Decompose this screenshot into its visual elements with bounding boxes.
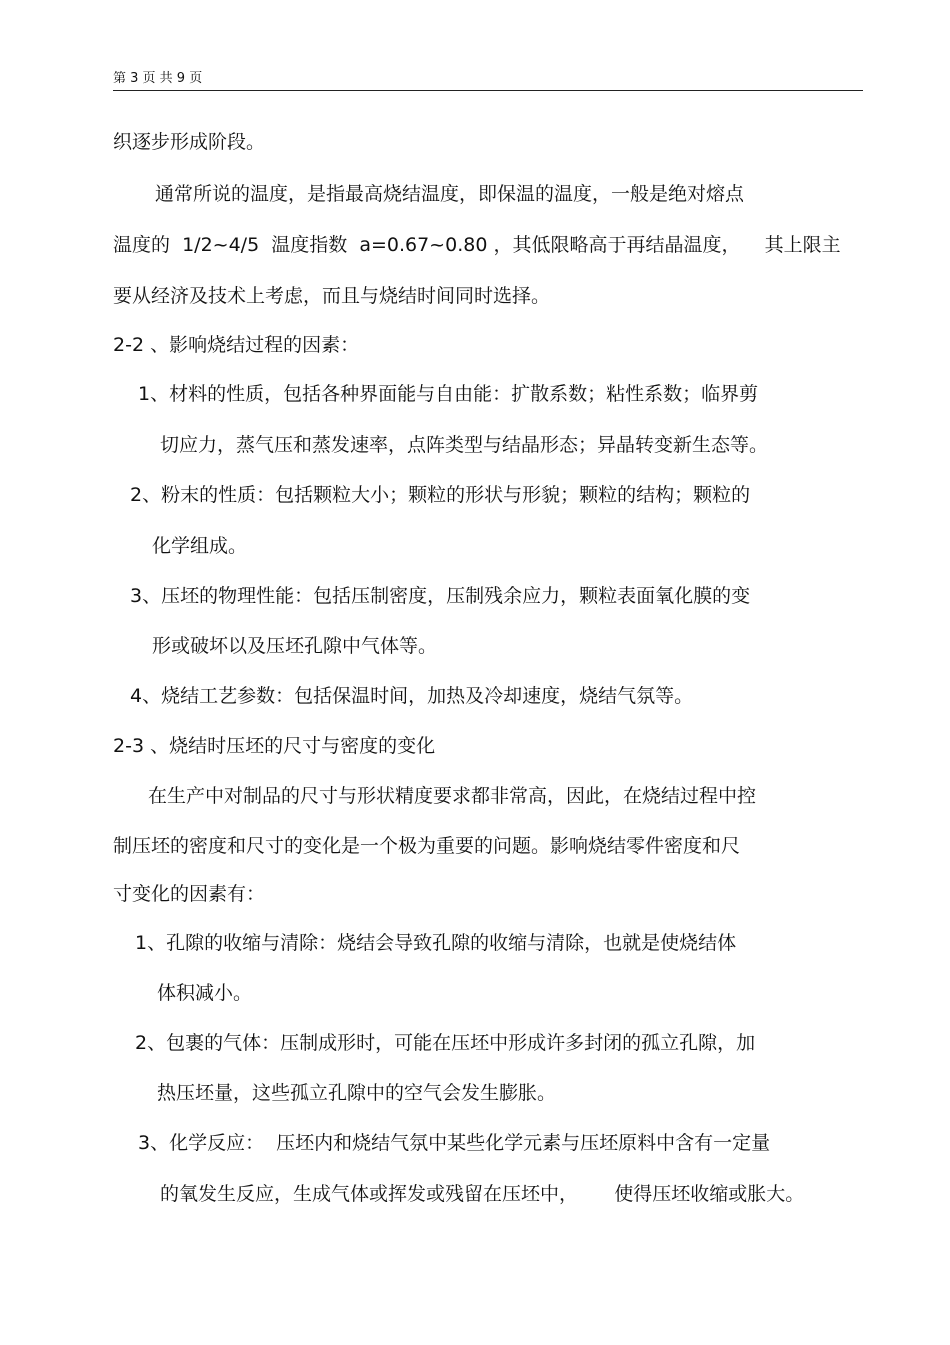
list-item: 3、化学反应： 压坯内和烧结气氛中某些化学元素与压坯原料中含有一定量 — [138, 1132, 771, 1154]
list-item: 2、包裹的气体：压制成形时，可能在压坯中形成许多封闭的孤立孔隙，加 — [135, 1032, 756, 1054]
section-heading: 2-3 、烧结时压坯的尺寸与密度的变化 — [113, 735, 436, 757]
list-item-continuation: 形或破坏以及压坯孔隙中气体等。 — [152, 635, 438, 657]
page-header — [113, 70, 863, 88]
text-line: 在生产中对制品的尺寸与形状精度要求都非常高，因此，在烧结过程中控 — [148, 785, 757, 807]
page-number: 第 3 页 共 9 页 — [113, 71, 203, 86]
list-item: 1、孔隙的收缩与清除：烧结会导致孔隙的收缩与清除，也就是使烧结体 — [135, 932, 737, 954]
list-item-continuation: 的氧发生反应，生成气体或挥发或残留在压坯中， 使得压坯收缩或胀大。 — [160, 1183, 805, 1205]
list-item-continuation: 切应力，蒸气压和蒸发速率，点阵类型与结晶形态；异晶转变新生态等。 — [160, 434, 769, 456]
list-item-continuation: 体积减小。 — [157, 982, 253, 1004]
text-line: 寸变化的因素有： — [113, 883, 266, 905]
text-line: 通常所说的温度，是指最高烧结温度，即保温的温度，一般是绝对熔点 — [155, 183, 745, 205]
list-item: 3、压坯的物理性能：包括压制密度，压制残余应力，颗粒表面氧化膜的变 — [130, 585, 751, 607]
list-item-continuation: 化学组成。 — [152, 535, 248, 557]
text-line: 温度的 1/2~4/5 温度指数 a=0.67~0.80 ，其低限略高于再结晶温度， 其上限主 — [113, 234, 841, 256]
text-line: 要从经济及技术上考虑，而且与烧结时间同时选择。 — [113, 285, 551, 307]
list-item: 2、粉末的性质：包括颗粒大小；颗粒的形状与形貌；颗粒的结构；颗粒的 — [130, 484, 751, 506]
section-heading: 2-2 、影响烧结过程的因素： — [113, 334, 360, 356]
list-item-continuation: 热压坯量，这些孤立孔隙中的空气会发生膨胀。 — [157, 1082, 557, 1104]
text-line: 制压坯的密度和尺寸的变化是一个极为重要的问题。影响烧结零件密度和尺 — [113, 835, 741, 857]
text-line: 织逐步形成阶段。 — [113, 131, 266, 153]
list-item: 1、材料的性质，包括各种界面能与自由能：扩散系数；粘性系数；临界剪 — [138, 383, 759, 405]
list-item: 4、烧结工艺参数：包括保温时间，加热及冷却速度，烧结气氛等。 — [130, 685, 694, 707]
header-divider — [113, 90, 863, 91]
